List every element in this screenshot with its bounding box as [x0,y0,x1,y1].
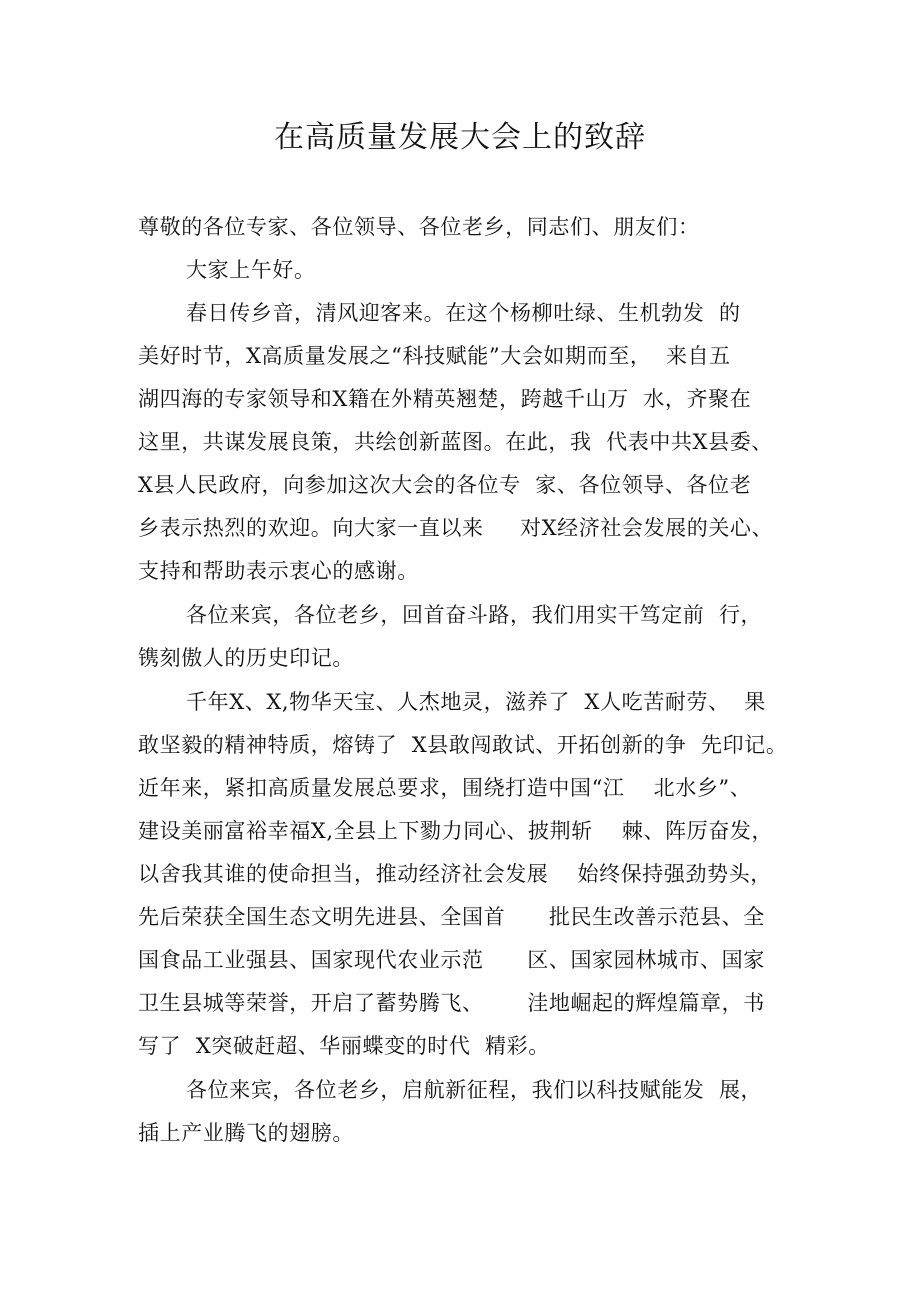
body-line: 春日传乡音，清风迎客来。在这个杨柳吐绿、生机勃发 的 [186,301,741,325]
body-line: 插上产业腾飞的翅膀。 [138,1121,354,1145]
body-line: 建设美丽富裕幸福X,全县上下勠力同心、披荆斩 棘、阵厉奋发， [138,819,774,843]
body-line: 各位来宾，各位老乡，回首奋斗路，我们用实干笃定前 行， [186,603,763,627]
body-line: 这里，共谋发展良策，共绘创新蓝图。在此，我 代表中共X县委、 [138,430,773,454]
document-title: 在高质量发展大会上的致辞 [274,120,646,155]
body-line: 湖四海的专家领导和X籍在外精英翘楚，跨越千山万 水，齐聚在 [138,387,752,411]
body-line: 以舍我其谁的使命担当，推动经济社会发展 始终保持强劲势头， [138,862,772,886]
body-line: 国食品工业强县、国家现代农业示范 区、国家园林城市、国家 [138,948,765,972]
greeting-line: 大家上午好。 [186,258,316,282]
body-line: 敢坚毅的精神特质，熔铸了 X县敢闯敢试、开拓创新的争 先印记。 [138,733,788,757]
body-line: 卫生县城等荣誉，开启了蓄势腾飞、 洼地崛起的辉煌篇章，书 [138,991,765,1015]
body-line: 千年X、X,物华天宝、人杰地灵，滋养了 X人吃苦耐劳、 果 [186,690,766,714]
body-line: 镌刻傲人的历史印记。 [138,646,354,670]
body-line: 乡表示热烈的欢迎。向大家一直以来 对X经济社会发展的关心、 [138,516,774,540]
body-line: 支持和帮助表示衷心的感谢。 [138,559,419,583]
body-line: X县人民政府，向参加这次大会的各位专 家、各位领导、各位老 [138,473,752,497]
body-line: 近年来，紧扣高质量发展总要求，围绕打造中国“江 北水乡”、 [138,776,752,800]
body-line: 写了 X突破赶超、华丽蝶变的时代 精彩。 [138,1034,550,1058]
body-line: 先后荣获全国生态文明先进县、全国首 批民生改善示范县、全 [138,905,765,929]
body-line: 各位来宾，各位老乡，启航新征程，我们以科技赋能发 展， [186,1078,763,1102]
body-line: 美好时节，X高质量发展之“科技赋能”大会如期而至， 来自五 [138,344,731,368]
salutation-line: 尊敬的各位专家、各位领导、各位老乡，同志们、朋友们： [138,215,700,239]
